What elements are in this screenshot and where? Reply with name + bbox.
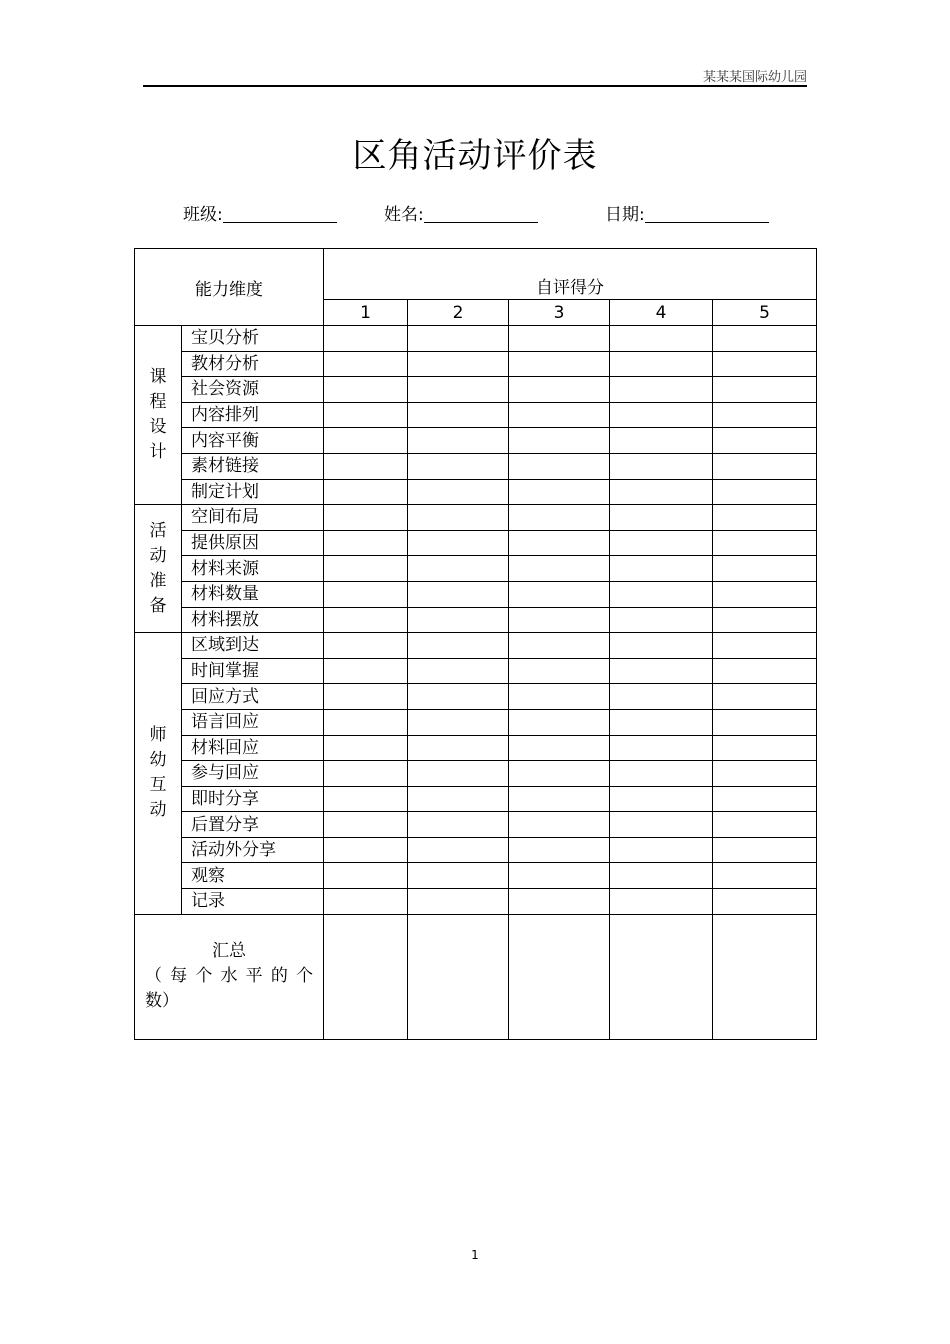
- group-label: [135, 326, 182, 505]
- score-cell[interactable]: [713, 786, 817, 812]
- score-cell[interactable]: [713, 863, 817, 889]
- score-cell[interactable]: [509, 735, 610, 761]
- score-cell[interactable]: [324, 530, 408, 556]
- score-cell[interactable]: [324, 505, 408, 531]
- group-label-char: 课: [149, 367, 167, 388]
- score-cell[interactable]: [408, 709, 509, 735]
- score-cell[interactable]: [324, 479, 408, 505]
- score-cell[interactable]: [324, 709, 408, 735]
- table-row: [135, 326, 817, 352]
- score-cell[interactable]: [713, 479, 817, 505]
- score-cell[interactable]: [509, 761, 610, 787]
- score-cell[interactable]: [324, 633, 408, 659]
- criterion-label: 社会资源: [182, 377, 324, 403]
- name-label: 姓名:: [384, 205, 424, 225]
- criterion-label: 教材分析: [182, 351, 324, 377]
- group-label-char: 计: [149, 442, 167, 463]
- date-label: 日期:: [605, 205, 645, 225]
- score-cell[interactable]: [509, 633, 610, 659]
- score-cell[interactable]: [324, 581, 408, 607]
- header-org-name: 某某某国际幼儿园: [702, 70, 807, 85]
- score-cell[interactable]: [713, 735, 817, 761]
- score-cell[interactable]: [610, 709, 713, 735]
- page-title: 区角活动评价表: [352, 136, 598, 176]
- score-cell[interactable]: [713, 326, 817, 352]
- score-cell[interactable]: [509, 556, 610, 582]
- score-cell[interactable]: [610, 556, 713, 582]
- table-row: [135, 479, 817, 505]
- score-cell[interactable]: [610, 633, 713, 659]
- score-cell[interactable]: [324, 761, 408, 787]
- score-cell[interactable]: [408, 684, 509, 710]
- score-cell[interactable]: [324, 556, 408, 582]
- score-cell[interactable]: [610, 326, 713, 352]
- group-label-char: 准: [149, 570, 167, 591]
- score-cell[interactable]: [713, 658, 817, 684]
- score-cell[interactable]: [713, 556, 817, 582]
- score-cell[interactable]: [713, 530, 817, 556]
- table-row: [135, 453, 817, 479]
- score-cell[interactable]: [408, 786, 509, 812]
- name-blank[interactable]: [424, 204, 538, 223]
- group-label-char: 程: [149, 392, 167, 413]
- score-cell[interactable]: [509, 326, 610, 352]
- score-cell[interactable]: [509, 837, 610, 863]
- score-column-2: 2: [408, 300, 509, 326]
- criterion-label: 材料回应: [182, 735, 324, 761]
- criterion-label: 区域到达: [182, 633, 324, 659]
- class-blank[interactable]: [223, 204, 337, 223]
- summary-line-3: 数）: [145, 991, 179, 1012]
- score-cell[interactable]: [713, 761, 817, 787]
- score-cell[interactable]: [713, 607, 817, 633]
- table-row: [135, 735, 817, 761]
- score-cell[interactable]: [610, 658, 713, 684]
- score-cell[interactable]: [408, 505, 509, 531]
- score-cell[interactable]: [509, 786, 610, 812]
- table-row: [135, 581, 817, 607]
- table-row: [135, 863, 817, 889]
- date-field: [605, 200, 769, 225]
- score-cell[interactable]: [408, 428, 509, 454]
- criterion-label: 材料摆放: [182, 607, 324, 633]
- class-label: 班级:: [183, 205, 223, 225]
- score-cell[interactable]: [713, 581, 817, 607]
- score-cell[interactable]: [324, 889, 408, 915]
- table-row: [135, 377, 817, 403]
- criterion-label: 观察: [182, 863, 324, 889]
- criterion-label: 回应方式: [182, 684, 324, 710]
- score-cell[interactable]: [324, 658, 408, 684]
- criterion-label: 空间布局: [182, 505, 324, 531]
- score-cell[interactable]: [509, 402, 610, 428]
- score-cell[interactable]: [408, 351, 509, 377]
- score-cell[interactable]: [408, 658, 509, 684]
- score-cell[interactable]: [713, 428, 817, 454]
- score-cell[interactable]: [324, 453, 408, 479]
- score-cell[interactable]: [324, 402, 408, 428]
- group-label: [135, 505, 182, 633]
- score-cell[interactable]: [509, 889, 610, 915]
- score-cell[interactable]: [408, 735, 509, 761]
- group-label-char: 设: [149, 417, 167, 438]
- table-row: [135, 607, 817, 633]
- score-cell[interactable]: [713, 453, 817, 479]
- score-cell[interactable]: [610, 530, 713, 556]
- score-cell[interactable]: [713, 633, 817, 659]
- criterion-label: 宝贝分析: [182, 326, 324, 352]
- table-row: [135, 505, 817, 531]
- score-cell[interactable]: [509, 530, 610, 556]
- score-cell[interactable]: [713, 837, 817, 863]
- table-row: [135, 786, 817, 812]
- criterion-label: 提供原因: [182, 530, 324, 556]
- score-cell[interactable]: [408, 889, 509, 915]
- summary-cell[interactable]: [324, 914, 408, 1039]
- score-cell[interactable]: [408, 377, 509, 403]
- summary-cell[interactable]: [713, 914, 817, 1039]
- score-cell[interactable]: [509, 479, 610, 505]
- score-cell[interactable]: [610, 684, 713, 710]
- score-cell[interactable]: [610, 428, 713, 454]
- summary-row: [135, 914, 817, 1039]
- group-label-char: 活: [149, 520, 167, 541]
- table-row: [135, 556, 817, 582]
- score-cell[interactable]: [713, 351, 817, 377]
- score-cell[interactable]: [713, 709, 817, 735]
- score-cell[interactable]: [324, 607, 408, 633]
- score-header: 自评得分: [324, 249, 817, 300]
- score-cell[interactable]: [610, 812, 713, 838]
- score-cell[interactable]: [509, 863, 610, 889]
- group-label-char: 幼: [149, 750, 167, 771]
- score-cell[interactable]: [324, 377, 408, 403]
- score-column-5: 5: [713, 300, 817, 326]
- score-cell[interactable]: [324, 786, 408, 812]
- score-cell[interactable]: [509, 658, 610, 684]
- table-row: [135, 351, 817, 377]
- table-row: [135, 658, 817, 684]
- score-cell[interactable]: [324, 351, 408, 377]
- criterion-label: 素材链接: [182, 453, 324, 479]
- table-row: [135, 684, 817, 710]
- score-cell[interactable]: [713, 684, 817, 710]
- table-row: [135, 530, 817, 556]
- group-label: [135, 633, 182, 915]
- score-cell[interactable]: [324, 428, 408, 454]
- summary-label: [135, 914, 324, 1039]
- class-field: [183, 200, 337, 225]
- criterion-label: 制定计划: [182, 479, 324, 505]
- table-row: [135, 709, 817, 735]
- summary-cell[interactable]: [408, 914, 509, 1039]
- score-cell[interactable]: [324, 863, 408, 889]
- score-cell[interactable]: [610, 786, 713, 812]
- criterion-label: 材料来源: [182, 556, 324, 582]
- criterion-label: 语言回应: [182, 709, 324, 735]
- date-blank[interactable]: [645, 204, 769, 223]
- table-row: [135, 633, 817, 659]
- score-cell[interactable]: [713, 889, 817, 915]
- score-cell[interactable]: [408, 402, 509, 428]
- group-label-char: 动: [149, 800, 167, 821]
- group-label-char: 互: [149, 775, 167, 796]
- score-cell[interactable]: [610, 351, 713, 377]
- score-cell[interactable]: [324, 837, 408, 863]
- score-cell[interactable]: [509, 684, 610, 710]
- name-field: [384, 200, 538, 225]
- score-cell[interactable]: [610, 453, 713, 479]
- score-cell[interactable]: [610, 735, 713, 761]
- score-cell[interactable]: [610, 837, 713, 863]
- score-cell[interactable]: [610, 581, 713, 607]
- score-cell[interactable]: [509, 505, 610, 531]
- score-cell[interactable]: [713, 505, 817, 531]
- score-cell[interactable]: [324, 326, 408, 352]
- table-row: [135, 761, 817, 787]
- score-cell[interactable]: [509, 351, 610, 377]
- score-column-4: 4: [610, 300, 713, 326]
- score-cell[interactable]: [610, 761, 713, 787]
- header-row: [135, 249, 817, 300]
- dimension-header: 能力维度: [135, 249, 324, 326]
- score-cell[interactable]: [610, 505, 713, 531]
- score-cell[interactable]: [509, 709, 610, 735]
- form-fields: [0, 200, 950, 228]
- score-cell[interactable]: [610, 479, 713, 505]
- header-rule: [143, 85, 807, 87]
- criterion-label: 后置分享: [182, 812, 324, 838]
- score-cell[interactable]: [324, 812, 408, 838]
- table-row: [135, 812, 817, 838]
- summary-cell[interactable]: [610, 914, 713, 1039]
- page-number: 1: [471, 1248, 479, 1262]
- table-row: [135, 837, 817, 863]
- score-cell[interactable]: [610, 402, 713, 428]
- summary-line-1: 汇总: [212, 941, 246, 962]
- evaluation-table: [134, 248, 817, 1040]
- score-cell[interactable]: [509, 607, 610, 633]
- score-cell[interactable]: [408, 761, 509, 787]
- score-cell[interactable]: [408, 863, 509, 889]
- score-cell[interactable]: [408, 633, 509, 659]
- group-label-char: 师: [149, 725, 167, 746]
- score-cell[interactable]: [509, 428, 610, 454]
- table-row: [135, 889, 817, 915]
- score-cell[interactable]: [610, 863, 713, 889]
- summary-cell[interactable]: [509, 914, 610, 1039]
- criterion-label: 材料数量: [182, 581, 324, 607]
- score-cell[interactable]: [610, 607, 713, 633]
- score-column-1: 1: [324, 300, 408, 326]
- score-cell[interactable]: [713, 402, 817, 428]
- score-cell[interactable]: [610, 377, 713, 403]
- summary-line-2: （每个水平的个: [145, 966, 313, 987]
- table-row: [135, 402, 817, 428]
- score-cell[interactable]: [408, 326, 509, 352]
- score-cell[interactable]: [713, 812, 817, 838]
- score-column-3: 3: [509, 300, 610, 326]
- score-cell[interactable]: [509, 453, 610, 479]
- table-row: [135, 428, 817, 454]
- score-cell[interactable]: [408, 812, 509, 838]
- criterion-label: 活动外分享: [182, 837, 324, 863]
- group-label-char: 备: [149, 595, 167, 616]
- score-cell[interactable]: [509, 377, 610, 403]
- score-cell[interactable]: [509, 581, 610, 607]
- criterion-label: 即时分享: [182, 786, 324, 812]
- score-cell[interactable]: [509, 812, 610, 838]
- score-cell[interactable]: [408, 530, 509, 556]
- criterion-label: 参与回应: [182, 761, 324, 787]
- criterion-label: 时间掌握: [182, 658, 324, 684]
- score-cell[interactable]: [713, 377, 817, 403]
- score-cell[interactable]: [408, 837, 509, 863]
- criterion-label: 内容排列: [182, 402, 324, 428]
- score-cell[interactable]: [408, 556, 509, 582]
- score-cell[interactable]: [408, 581, 509, 607]
- score-cell[interactable]: [324, 735, 408, 761]
- score-cell[interactable]: [408, 479, 509, 505]
- table-body: [135, 249, 817, 1040]
- score-cell[interactable]: [408, 453, 509, 479]
- group-label-char: 动: [149, 545, 167, 566]
- score-cell[interactable]: [408, 607, 509, 633]
- score-cell[interactable]: [324, 684, 408, 710]
- criterion-label: 记录: [182, 889, 324, 915]
- criterion-label: 内容平衡: [182, 428, 324, 454]
- score-cell[interactable]: [610, 889, 713, 915]
